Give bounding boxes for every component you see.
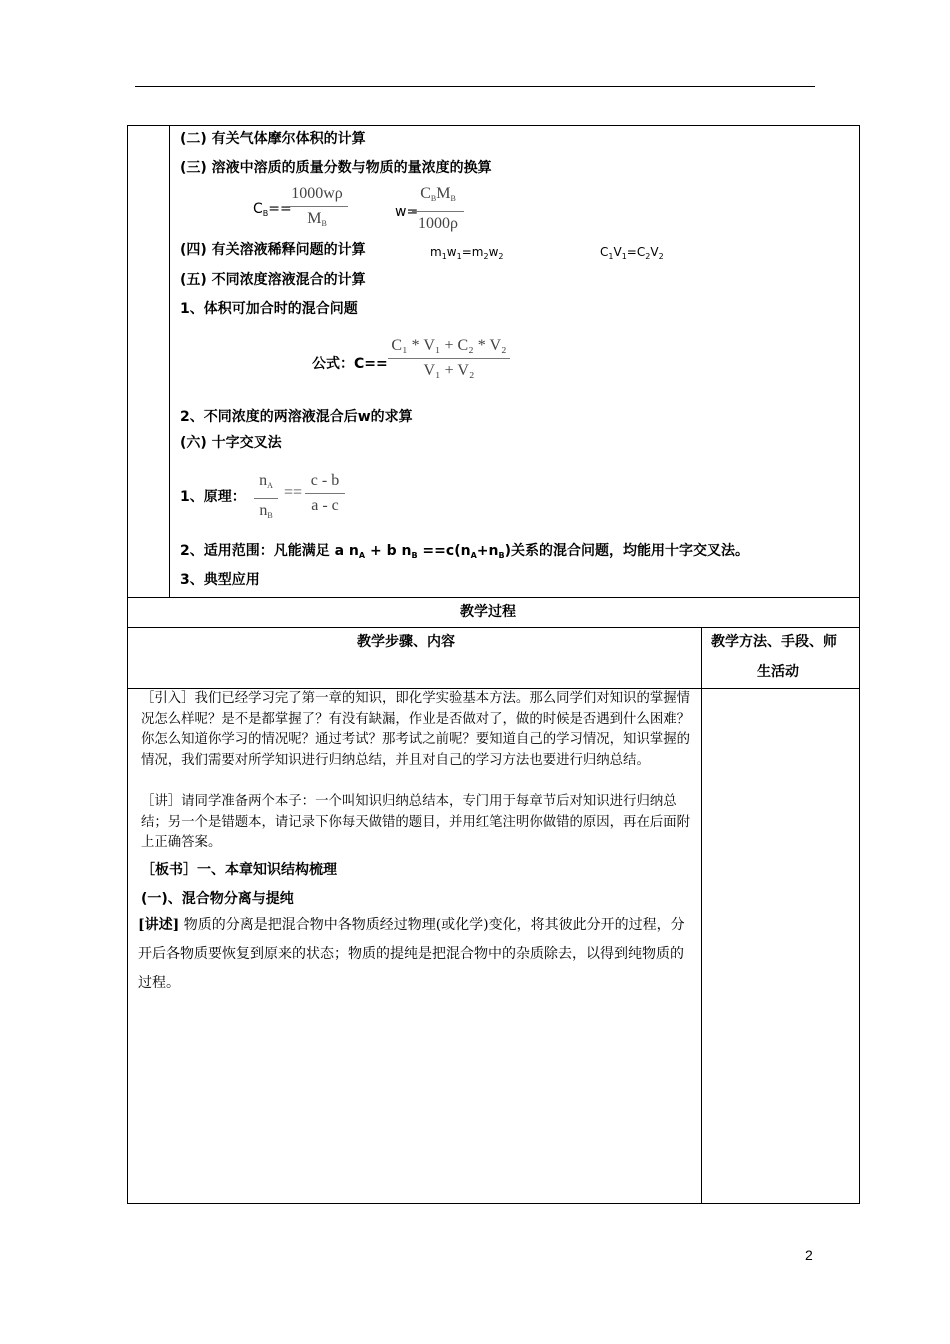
cross-rule-equals: == xyxy=(284,484,303,501)
item-5-2: 2、不同浓度的两溶液混合后w的求算 xyxy=(180,409,413,425)
header-rule xyxy=(135,86,815,87)
formula-cb-lhs: $C_B==$ xyxy=(253,201,292,218)
lecture-paragraph: ［讲］请同学准备两个本子：一个叫知识归纳总结本，专门用于每章节后对知识进行归纳总结；另一个是错题本，请记录下你每天做错的题目，并用红笔注明你做错的原因，再在后面附上正确答案。 xyxy=(141,794,691,850)
column-header-methods-line2: 生活动 xyxy=(757,664,799,680)
column-header-methods-line1: 教学方法、手段、师 xyxy=(711,634,837,650)
table-rule-columns xyxy=(127,627,860,628)
process-title: 教学过程 xyxy=(460,604,516,620)
item-6-1-label: 1、原理： xyxy=(180,489,246,505)
mix-formula-label: 公式：C== xyxy=(312,356,388,372)
column-header-steps: 教学步骤、内容 xyxy=(357,634,455,650)
item-6-3: 3、典型应用 xyxy=(180,572,260,588)
section-2-heading: (二) 有关气体摩尔体积的计算 xyxy=(180,131,366,147)
lecture-separation-paragraph: [讲述] 物质的分离是把混合物中各物质经过物理(或化学)变化，将其彼此分开的过程，分开后各物质要恢复到原来的状态；物质的提纯是把混合物中的杂质除去，以得到纯物质的过程。 xyxy=(138,917,685,991)
section-4-heading: (四) 有关溶液稀释问题的计算 xyxy=(180,242,366,258)
subsection-separation-heading: (一)、混合物分离与提纯 xyxy=(141,891,294,907)
cross-rule-left-fraction: $n_A$ $n_B$ xyxy=(254,471,278,526)
item-6-2: 2、适用范围：凡能满足 a $n_A + b$ $n_B ==c(n_A+n_B)$关系的混合问题，均能用十字交叉法。 xyxy=(180,543,749,560)
formula-cb-fraction: 1000wρ $M_B$ xyxy=(286,184,348,234)
dilution-formula-mass: $m_1w_1=m_2w_2$ xyxy=(430,245,504,261)
table-column-divider xyxy=(701,627,702,1204)
mix-formula-fraction: C₁ * V₁ + C₂ * V₂ V₁ + V₂ xyxy=(388,336,510,381)
section-6-heading: (六) 十字交叉法 xyxy=(180,435,282,451)
table-inner-left-border xyxy=(169,125,170,597)
section-5-heading: (五) 不同浓度溶液混合的计算 xyxy=(180,272,366,288)
dilution-formula-conc: $C_1V_1=C_2V_2$ xyxy=(600,245,664,261)
formula-w-fraction: $C_BM_B$ 1000ρ xyxy=(412,184,464,234)
intro-paragraph: ［引入］我们已经学习完了第一章的知识，即化学实验基本方法。那么同学们对知识的掌握情况怎么样呢？是不是都掌握了？有没有缺漏，作业是否做对了，做的时候是否遇到什么困难？你怎么知道你学习的情况呢？通过考试？那考试之前呢？要知道自己的学习情况，知识掌握的情况，我们需要对所学知识进行归纳总结，并且对自己的学习方法也要进行归纳总结。 xyxy=(141,691,691,768)
board-heading: ［板书］一、本章知识结构梳理 xyxy=(141,862,337,878)
table-rule-process xyxy=(127,597,860,598)
section-3-heading: (三) 溶液中溶质的质量分数与物质的量浓度的换算 xyxy=(180,160,492,176)
item-5-1: 1、体积可加合时的混合问题 xyxy=(180,301,358,317)
cross-rule-right-fraction: c - b a - c xyxy=(305,471,345,516)
formula-w-lhs: w= xyxy=(395,204,419,220)
page-number: 2 xyxy=(805,1247,813,1263)
